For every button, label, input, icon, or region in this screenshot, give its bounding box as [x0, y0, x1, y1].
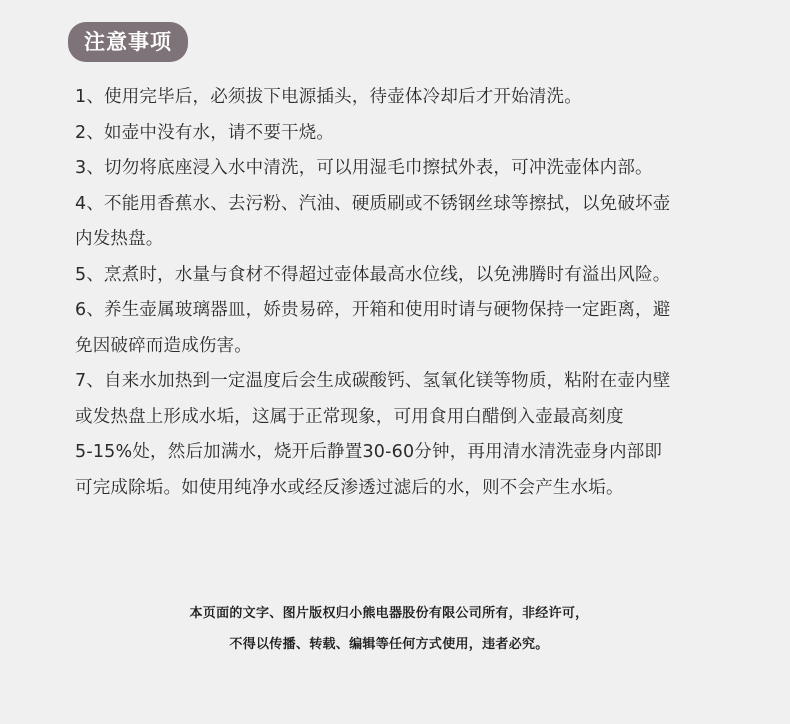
- note-line: 5-15%处，然后加满水，烧开后静置30-60分钟，再用清水清洗壶身内部即: [75, 442, 663, 462]
- note-line: 6、养生壶属玻璃器皿，娇贵易碎，开箱和使用时请与硬物保持一定距离，避: [75, 300, 671, 320]
- note-line: 内发热盘。: [75, 229, 164, 249]
- notes-list: [75, 80, 755, 506]
- note-line: 3、切勿将底座浸入水中清洗，可以用湿毛巾擦拭外表，可冲洗壶体内部。: [75, 158, 653, 178]
- note-line: 1、使用完毕后，必须拔下电源插头，待壶体冷却后才开始清洗。: [75, 87, 582, 107]
- note-line: 4、不能用香蕉水、去污粉、汽油、硬质刷或不锈钢丝球等擦拭，以免破坏壶: [75, 193, 671, 214]
- copyright-notice-line-1: 本页面的文字、图片版权归小熊电器股份有限公司所有，非经许可，: [189, 606, 589, 621]
- copyright-notice-line-2: 不得以传播、转载、编辑等任何方式使用，违者必究。: [229, 637, 549, 652]
- note-line: 或发热盘上形成水垢，这属于正常现象，可用食用白醋倒入壶最高刻度: [75, 406, 624, 427]
- note-line: 7、自来水加热到一定温度后会生成碳酸钙、氢氧化镁等物质，粘附在壶内壁: [75, 371, 671, 391]
- note-line: 可完成除垢。如使用纯净水或经反渗透过滤后的水，则不会产生水垢。: [75, 477, 624, 498]
- page-title: 注意事项: [68, 22, 188, 62]
- note-line: 免因破碎而造成伤害。: [75, 335, 252, 356]
- note-line: 2、如壶中没有水，请不要干烧。: [75, 122, 335, 143]
- note-line: 5、烹煮时，水量与食材不得超过壶体最高水位线，以免沸腾时有溢出风险。: [75, 264, 671, 285]
